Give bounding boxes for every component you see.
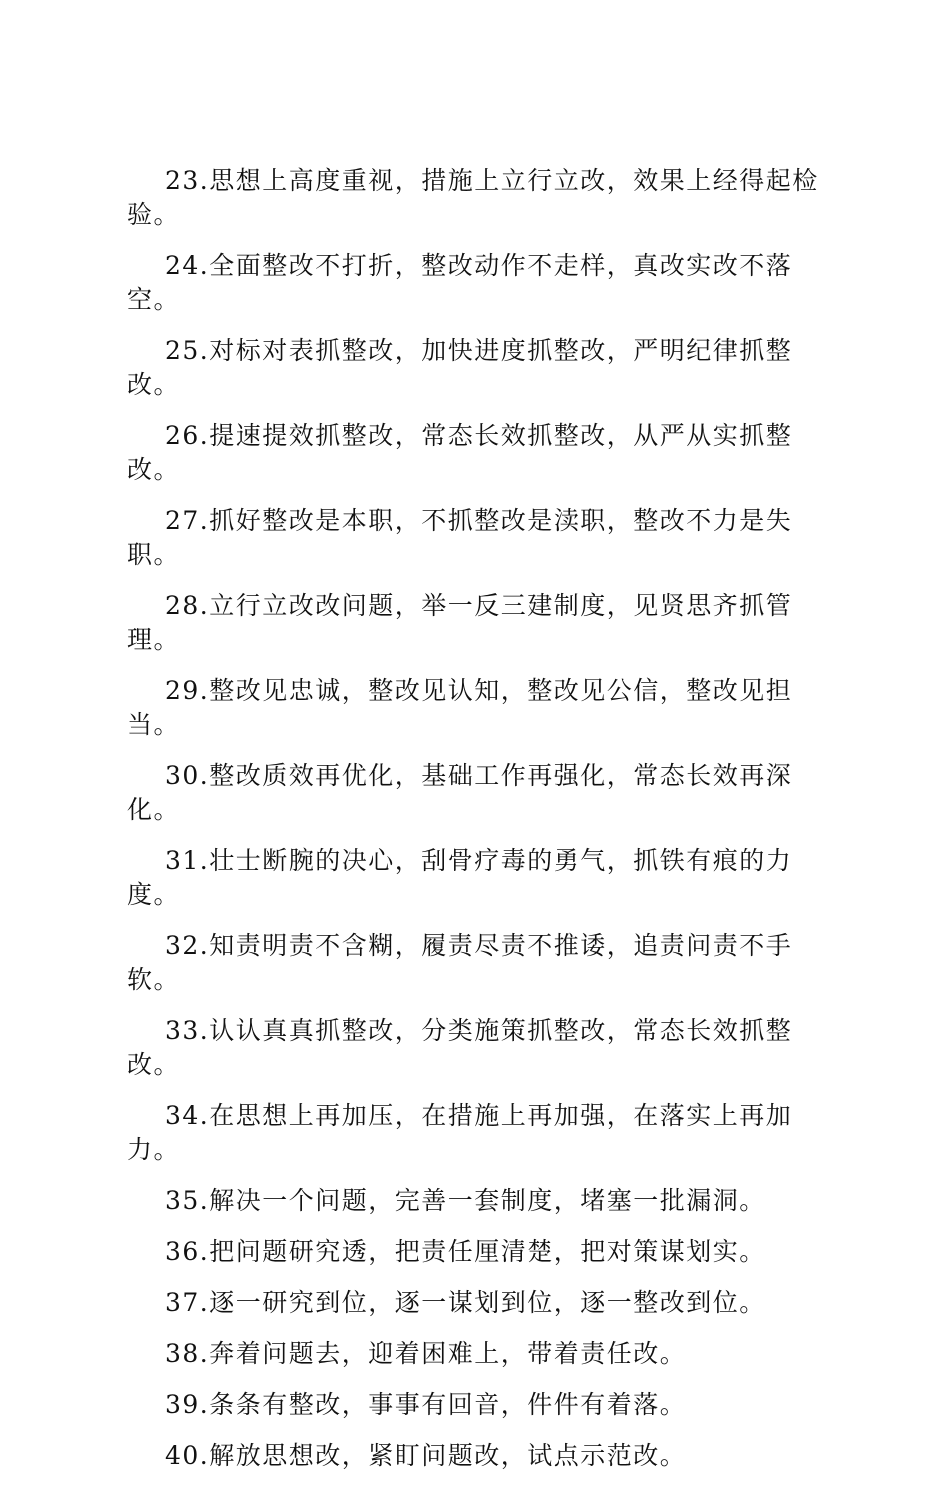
list-item: 37.逐一研究到位，逐一谋划到位，逐一整改到位。 [165, 1288, 766, 1317]
slogan-list [127, 164, 837, 1490]
list-item: 39.条条有整改，事事有回音，件件有着落。 [165, 1390, 687, 1419]
list-item: 25.对标对表抓整改，加快进度抓整改，严明纪律抓整改。 [127, 336, 793, 399]
list-item: 24.全面整改不打折，整改动作不走样，真改实改不落空。 [127, 251, 793, 314]
list-item: 32.知责明责不含糊，履责尽责不推诿，追责问责不手软。 [127, 931, 793, 994]
list-item: 31.壮士断腕的决心，刮骨疗毒的勇气，抓铁有痕的力度。 [127, 846, 793, 909]
list-item: 33.认认真真抓整改，分类施策抓整改，常态长效抓整改。 [127, 1016, 793, 1079]
list-item: 40.解放思想改，紧盯问题改，试点示范改。 [165, 1441, 687, 1470]
list-item: 30.整改质效再优化，基础工作再强化，常态长效再深化。 [127, 761, 793, 824]
list-item: 28.立行立改改问题，举一反三建制度，见贤思齐抓管理。 [127, 591, 793, 654]
list-item: 36.把问题研究透，把责任厘清楚，把对策谋划实。 [165, 1237, 766, 1266]
list-item: 34.在思想上再加压，在措施上再加强，在落实上再加力。 [127, 1101, 793, 1164]
list-item: 38.奔着问题去，迎着困难上，带着责任改。 [165, 1339, 687, 1368]
list-item: 23.思想上高度重视，措施上立行立改，效果上经得起检验。 [127, 166, 819, 229]
list-item: 35.解决一个问题，完善一套制度，堵塞一批漏洞。 [165, 1186, 766, 1215]
list-item: 29.整改见忠诚，整改见认知，整改见公信，整改见担当。 [127, 676, 793, 739]
list-item: 27.抓好整改是本职，不抓整改是渎职，整改不力是失职。 [127, 506, 793, 569]
list-item: 26.提速提效抓整改，常态长效抓整改，从严从实抓整改。 [127, 421, 793, 484]
